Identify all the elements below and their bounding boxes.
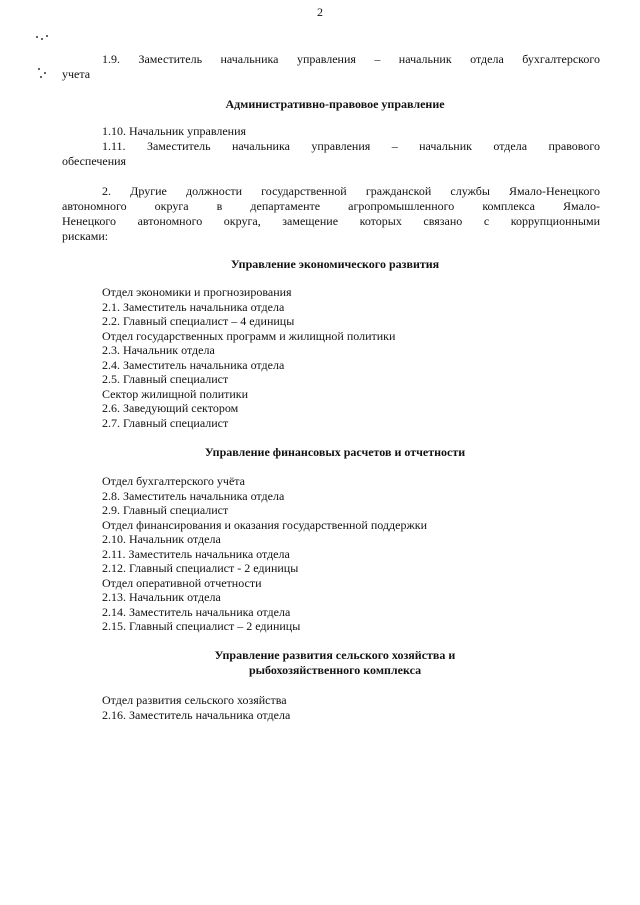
list-item: 2.11. Заместитель начальника отдела bbox=[102, 546, 290, 561]
list-item: 2.6. Заведующий сектором bbox=[102, 401, 239, 415]
item-1-11-line2: обеспечения bbox=[62, 154, 127, 168]
list-item: 2.3. Начальник отдела bbox=[102, 343, 215, 357]
finance-list bbox=[102, 474, 427, 634]
agri-list bbox=[102, 693, 290, 722]
section-heading-finance: Управление финансовых расчетов и отчетности bbox=[204, 445, 466, 459]
scan-specks bbox=[36, 34, 52, 80]
list-item: 2.4. Заместитель начальника отдела bbox=[102, 357, 285, 372]
list-item: Отдел бухгалтерского учёта bbox=[102, 474, 245, 488]
item-1-9-line1: 1.9. Заместитель начальника управления – начальник отдела бухгалтерского bbox=[102, 52, 600, 66]
section-heading-admin: Административно-правовое управление bbox=[225, 97, 445, 111]
paragraph-2-line2: автономного округа в департаменте агропромышленного комплекса Ямало- bbox=[62, 199, 600, 213]
page-number: 2 bbox=[317, 5, 323, 19]
paragraph-2-line1: 2. Другие должности государственной гражданской службы Ямало-Ненецкого bbox=[102, 184, 600, 198]
list-item: Отдел финансирования и оказания государственной поддержки bbox=[102, 517, 427, 532]
list-item: 2.10. Начальник отдела bbox=[102, 532, 221, 546]
list-item: 2.8. Заместитель начальника отдела bbox=[102, 488, 285, 503]
list-item: 2.5. Главный специалист bbox=[102, 372, 229, 386]
section-heading-agri-line2: рыбохозяйственного комплекса bbox=[248, 663, 422, 677]
list-item: 2.15. Главный специалист – 2 единицы bbox=[102, 619, 301, 633]
list-item: 2.16. Заместитель начальника отдела bbox=[102, 707, 291, 722]
section-heading-agri-line1: Управление развития сельского хозяйства и bbox=[214, 648, 456, 662]
list-item: 2.13. Начальник отдела bbox=[102, 590, 221, 604]
economic-list bbox=[102, 285, 395, 430]
list-item: Отдел развития сельского хозяйства bbox=[102, 693, 287, 707]
section-heading-economic: Управление экономического развития bbox=[230, 257, 440, 271]
list-item: 2.7. Главный специалист bbox=[102, 415, 229, 430]
list-item: Отдел государственных программ и жилищной политики bbox=[102, 328, 396, 343]
list-item: 2.14. Заместитель начальника отдела bbox=[102, 604, 291, 619]
item-1-9-line2: учета bbox=[62, 67, 91, 81]
item-1-10: 1.10. Начальник управления bbox=[102, 124, 247, 138]
list-item: Отдел экономики и прогнозирования bbox=[102, 285, 292, 299]
paragraph-2-line3: Ненецкого автономного округа, замещение которых связано с коррупционными bbox=[62, 214, 600, 228]
list-item: 2.2. Главный специалист – 4 единицы bbox=[102, 314, 295, 328]
list-item: Сектор жилищной политики bbox=[102, 386, 249, 401]
list-item: 2.1. Заместитель начальника отдела bbox=[102, 299, 285, 314]
list-item: Отдел оперативной отчетности bbox=[102, 575, 262, 590]
item-1-11-line1: 1.11. Заместитель начальника управления – начальник отдела правового bbox=[102, 139, 600, 153]
list-item: 2.9. Главный специалист bbox=[102, 503, 229, 517]
paragraph-2-line4: рисками: bbox=[62, 229, 109, 243]
list-item: 2.12. Главный специалист - 2 единицы bbox=[102, 561, 299, 575]
